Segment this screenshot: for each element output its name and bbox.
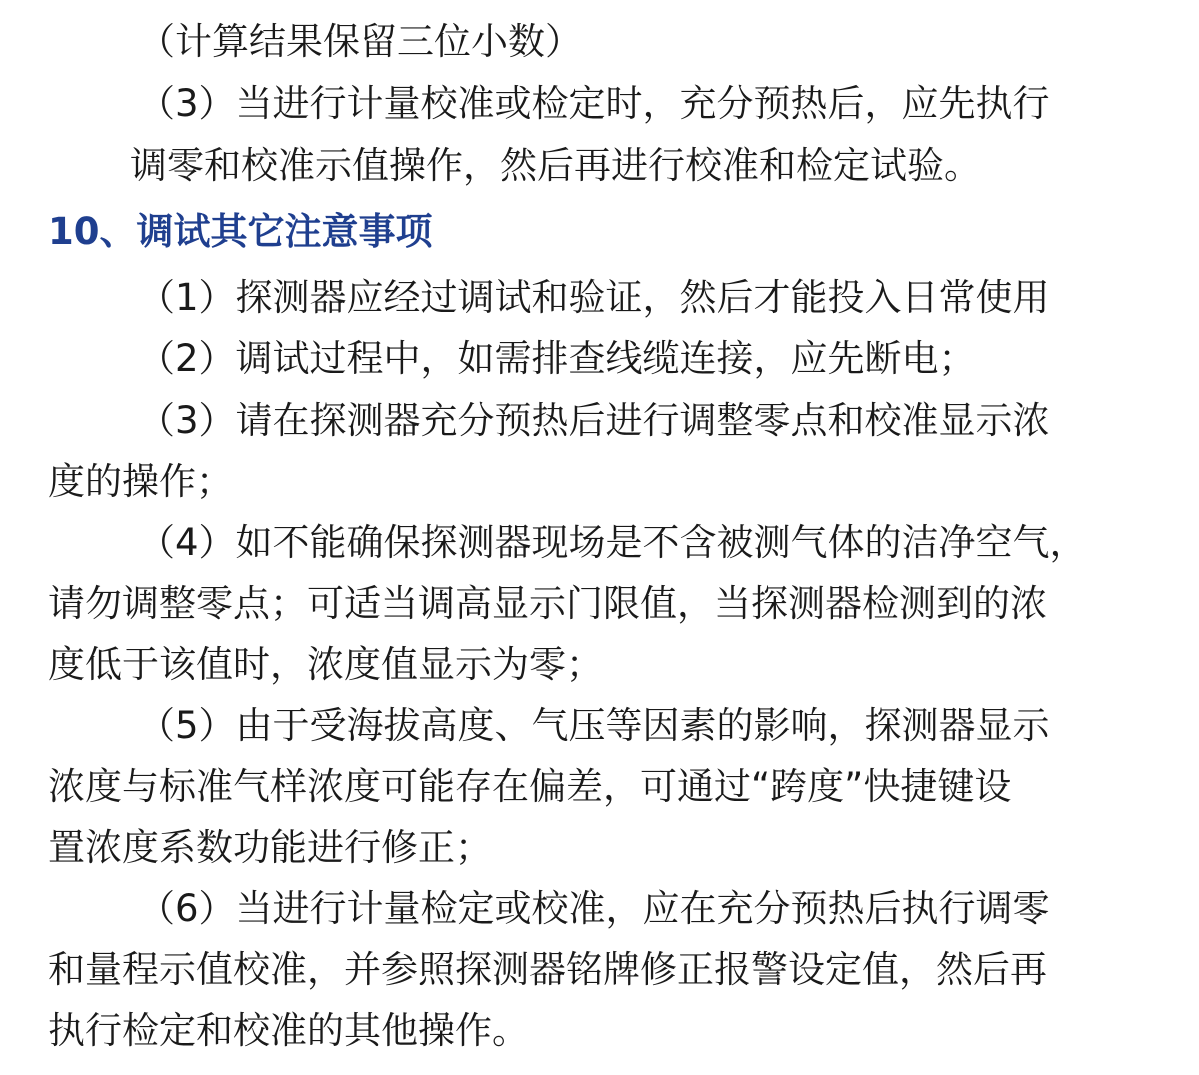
text-line: 和量程示值校准，并参照探测器铭牌修正报警设定值，然后再	[48, 948, 1047, 991]
text-line: 执行检定和校准的其他操作。	[48, 1009, 529, 1052]
text-line: 置浓度系数功能进行修正；	[48, 826, 492, 869]
text-line: （1）探测器应经过调试和验证，然后才能投入日常使用	[138, 276, 1050, 319]
text-line: 调零和校准示值操作，然后再进行校准和检定试验。	[130, 144, 981, 187]
text-line: （计算结果保留三位小数）	[138, 20, 582, 63]
text-line: 浓度与标准气样浓度可能存在偏差，可通过“跨度”快捷键设	[48, 765, 1012, 808]
text-line: 度低于该值时，浓度值显示为零；	[48, 643, 603, 686]
text-line: （4）如不能确保探测器现场是不含被测气体的洁净空气，	[138, 521, 1087, 564]
text-line: 度的操作；	[48, 460, 233, 503]
text-line: （3）当进行计量校准或检定时，充分预热后，应先执行	[138, 82, 1050, 125]
text-line: （3）请在探测器充分预热后进行调整零点和校准显示浓	[138, 399, 1050, 442]
text-line: （6）当进行计量检定或校准，应在充分预热后执行调零	[138, 887, 1050, 930]
text-line: （2）调试过程中，如需排查线缆连接，应先断电；	[138, 337, 976, 380]
section-heading: 10、调试其它注意事项	[48, 210, 433, 253]
text-line: 请勿调整零点；可适当调高显示门限值，当探测器检测到的浓	[48, 582, 1047, 625]
text-line: （5）由于受海拔高度、气压等因素的影响，探测器显示	[138, 704, 1050, 747]
